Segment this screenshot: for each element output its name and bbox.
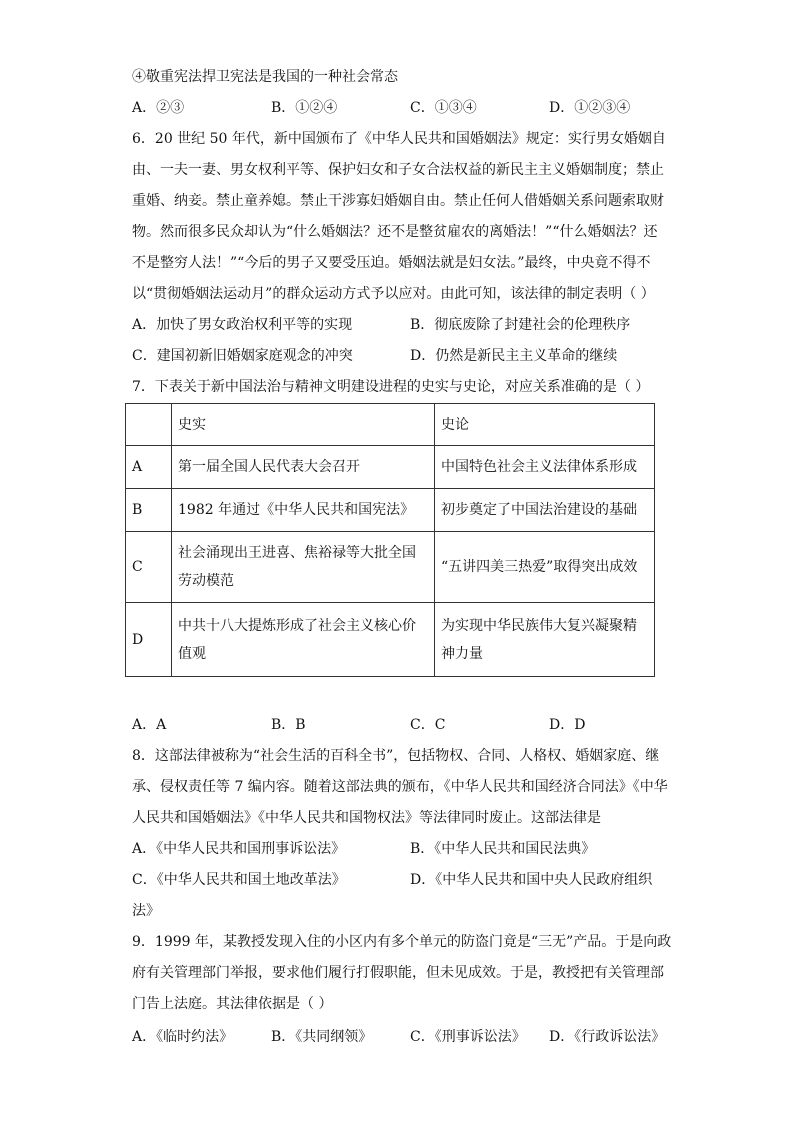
row-label: D xyxy=(126,603,172,677)
q8-option-d-wrap: 法》 xyxy=(132,903,160,919)
row-thesis: 中国特色社会主义法律体系形成 xyxy=(435,446,655,489)
table-header-cell: 史实 xyxy=(172,404,435,446)
row-fact: 社会涌现出王进喜、焦裕禄等大批全国劳动模范 xyxy=(172,532,435,603)
q6-option-a[interactable]: A．加快了男女政治权利平等的实现 xyxy=(132,317,353,333)
row-fact: 中共十八大提炼形成了社会主义核心价值观 xyxy=(172,603,435,677)
row-fact: 第一届全国人民代表大会召开 xyxy=(172,446,435,489)
q9-option-a[interactable]: A．《临时约法》 xyxy=(132,1029,234,1045)
table-row xyxy=(126,446,655,489)
q8-option-a[interactable]: A．《中华人民共和国刑事诉讼法》 xyxy=(132,841,346,857)
row-label: A xyxy=(126,446,172,489)
q9-option-d[interactable]: D．《行政诉讼法》 xyxy=(549,1029,666,1045)
row-label: C xyxy=(126,532,172,603)
row-thesis: 初步奠定了中国法治建设的基础 xyxy=(435,489,655,532)
q6-stem-line: 不是整穷人法！”“今后的男子又要受压迫。婚姻法就是妇女法。”最终，中央竟不得不 xyxy=(132,255,651,271)
row-fact: 1982 年通过《中华人民共和国宪法》 xyxy=(172,489,435,532)
q8-stem-line: 人民共和国婚姻法》《中华人民共和国物权法》等法律同时废止。这部法律是 xyxy=(132,810,601,826)
q5-option-a[interactable]: A．②③ xyxy=(132,100,185,116)
q8-option-d[interactable]: D．《中华人民共和国中央人民政府组织 xyxy=(410,872,653,888)
table-row xyxy=(126,532,655,603)
q5-option-c[interactable]: C．①③④ xyxy=(410,100,477,116)
q7-option-a[interactable]: A．A xyxy=(132,717,167,733)
q8-option-b[interactable]: B．《中华人民共和国民法典》 xyxy=(410,841,596,857)
q5-option-d[interactable]: D．①②③④ xyxy=(549,100,631,116)
row-label: B xyxy=(126,489,172,532)
q7-option-c[interactable]: C．C xyxy=(410,717,446,733)
q6-stem-line: 物。然而很多民众却认为“什么婚姻法？还不是整贫雇农的离婚法！”“什么婚姻法？还 xyxy=(132,224,658,240)
table-header-row xyxy=(126,404,655,446)
q6-stem-line: 6．20 世纪 50 年代，新中国颁布了《中华人民共和国婚姻法》规定：实行男女婚姻自 xyxy=(132,131,666,147)
q5-option-b[interactable]: B．①②④ xyxy=(271,100,338,116)
q9-stem-line: 府有关管理部门举报，要求他们履行打假职能，但未见成效。于是，教授把有关管理部 xyxy=(132,965,664,981)
q6-option-d[interactable]: D．仍然是新民主主义革命的继续 xyxy=(410,348,618,364)
row-thesis: “五讲四美三热爱”取得突出成效 xyxy=(435,532,655,603)
q6-options-row-2 xyxy=(132,346,662,366)
q6-option-b[interactable]: B．彻底废除了封建社会的伦理秩序 xyxy=(410,317,631,333)
q6-options-row-1 xyxy=(132,315,662,335)
q9-stem-line: 9．1999 年，某教授发现入住的小区内有多个单元的防盗门竟是“三无”产品。于是向政 xyxy=(132,934,672,950)
q7-stem: 7．下表关于新中国法治与精神文明建设进程的史实与史论，对应关系准确的是（ ） xyxy=(132,379,650,395)
q6-stem-line: 以“贯彻婚姻法运动月”的群众运动方式予以应对。由此可知，该法律的制定表明（ ） xyxy=(132,286,655,302)
q8-options-row-2 xyxy=(132,870,662,890)
q8-stem-line: 承、侵权责任等 7 编内容。随着这部法典的颁布，《中华人民共和国经济合同法》《中华 xyxy=(132,779,668,795)
table-header-cell: 史论 xyxy=(435,404,655,446)
q9-option-b[interactable]: B．《共同纲领》 xyxy=(271,1029,373,1045)
q7-table xyxy=(125,403,655,677)
q6-stem-line: 重婚、纳妾。禁止童养媳。禁止干涉寡妇婚姻自由。禁止任何人借婚姻关系问题索取财 xyxy=(132,193,664,209)
table-header-cell xyxy=(126,404,172,446)
table-row xyxy=(126,489,655,532)
q9-options xyxy=(132,1027,666,1047)
q6-option-c[interactable]: C．建国初新旧婚姻家庭观念的冲突 xyxy=(132,348,353,364)
q5-options xyxy=(132,98,662,118)
q8-options-row-1 xyxy=(132,839,662,859)
q8-option-c[interactable]: C．《中华人民共和国土地改革法》 xyxy=(132,872,346,888)
q9-option-c[interactable]: C．《刑事诉讼法》 xyxy=(410,1029,526,1045)
q6-stem-line: 由、一夫一妻、男女权利平等、保护妇女和子女合法权益的新民主主义婚姻制度；禁止 xyxy=(132,162,664,178)
q7-options xyxy=(132,715,662,735)
table-row xyxy=(126,603,655,677)
row-thesis: 为实现中华民族伟大复兴凝聚精神力量 xyxy=(435,603,655,677)
q9-stem-line: 门告上法庭。其法律依据是（ ） xyxy=(132,996,333,1012)
q8-stem-line: 8．这部法律被称为“社会生活的百科全书”，包括物权、合同、人格权、婚姻家庭、继 xyxy=(132,748,660,764)
q7-option-b[interactable]: B．B xyxy=(271,717,306,733)
q7-option-d[interactable]: D．D xyxy=(549,717,586,733)
q5-statement-4: ④敬重宪法捍卫宪法是我国的一种社会常态 xyxy=(132,69,398,85)
